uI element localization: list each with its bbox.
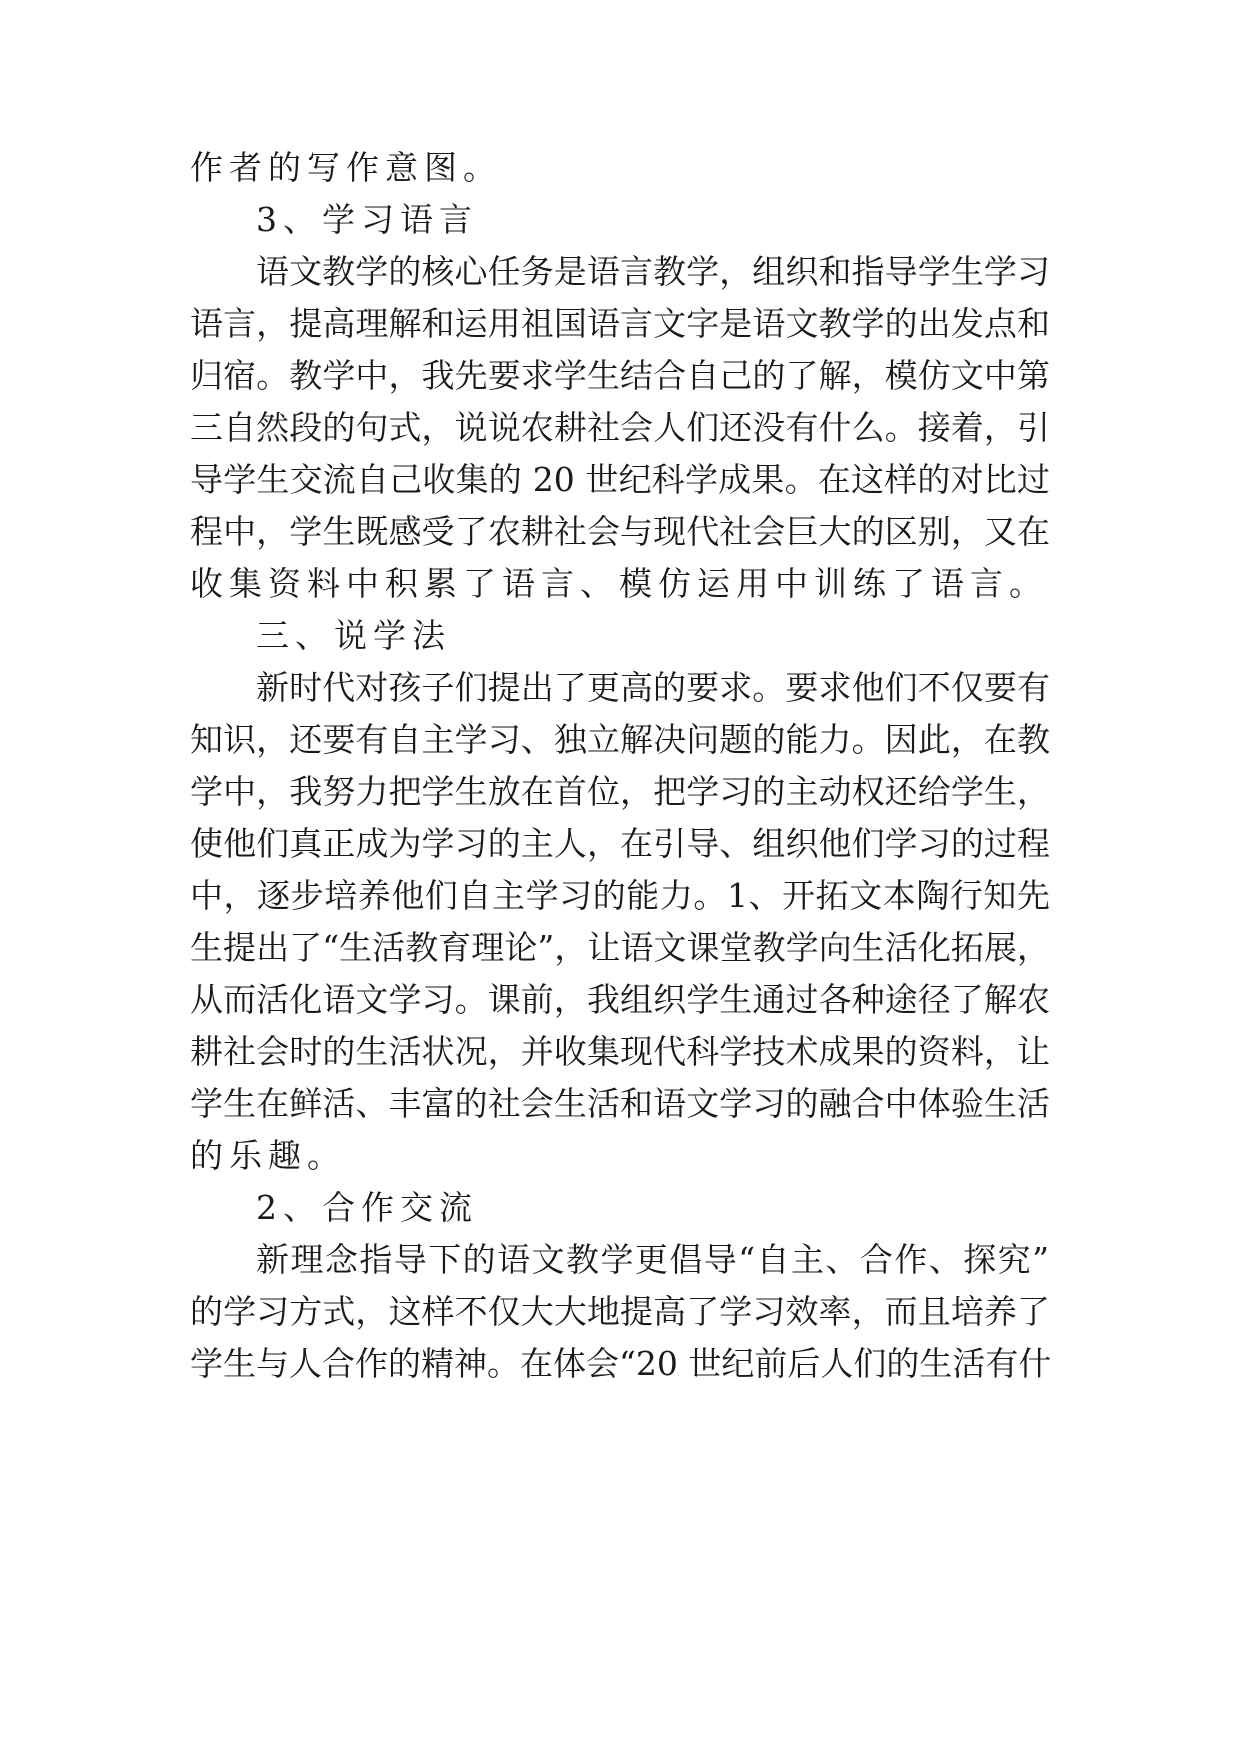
text-line: 程中，学生既感受了农耕社会与现代社会巨大的区别，又在 [190, 512, 1050, 551]
text-line: 三自然段的句式，说说农耕社会人们还没有什么。接着，引 [190, 408, 1050, 447]
text-line: 收集资料中积累了语言、模仿运用中训练了语言。 [190, 564, 1048, 603]
text-line: 归宿。教学中，我先要求学生结合自己的了解，模仿文中第 [190, 356, 1050, 395]
text-line: 的学习方式，这样不仅大大地提高了学习效率，而且培养了 [190, 1292, 1050, 1331]
text-line: 语文教学的核心任务是语言教学，组织和指导学生学习 [256, 252, 1050, 291]
text-line: 学中，我努力把学生放在首位，把学习的主动权还给学生， [190, 772, 1050, 811]
text-line: 生提出了“生活教育理论”，让语文课堂教学向生活化拓展， [190, 928, 1050, 967]
text-line: 新时代对孩子们提出了更高的要求。要求他们不仅要有 [256, 668, 1050, 707]
text-line: 耕社会时的生活状况，并收集现代科学技术成果的资料，让 [190, 1032, 1050, 1071]
text-line: 作者的写作意图。 [190, 148, 502, 187]
section-heading: 2、合作交流 [256, 1188, 478, 1227]
text-line: 中，逐步培养他们自主学习的能力。1、开拓文本陶行知先 [190, 876, 1050, 915]
text-line: 语言，提高理解和运用祖国语言文字是语文教学的出发点和 [190, 304, 1050, 343]
text-line: 知识，还要有自主学习、独立解决问题的能力。因此，在教 [190, 720, 1050, 759]
text-line: 使他们真正成为学习的主人，在引导、组织他们学习的过程 [190, 824, 1050, 863]
text-line: 新理念指导下的语文教学更倡导“自主、合作、探究” [256, 1240, 1050, 1279]
text-line: 从而活化语文学习。课前，我组织学生通过各种途径了解农 [190, 980, 1050, 1019]
text-line: 学生在鲜活、丰富的社会生活和语文学习的融合中体验生活 [190, 1084, 1050, 1123]
section-heading: 三、说学法 [256, 616, 451, 655]
text-line: 的乐趣。 [190, 1136, 346, 1175]
text-line: 导学生交流自己收集的 20 世纪科学成果。在这样的对比过 [190, 460, 1050, 499]
text-line: 学生与人合作的精神。在体会“20 世纪前后人们的生活有什 [190, 1344, 1052, 1383]
section-heading: 3、学习语言 [256, 200, 478, 239]
